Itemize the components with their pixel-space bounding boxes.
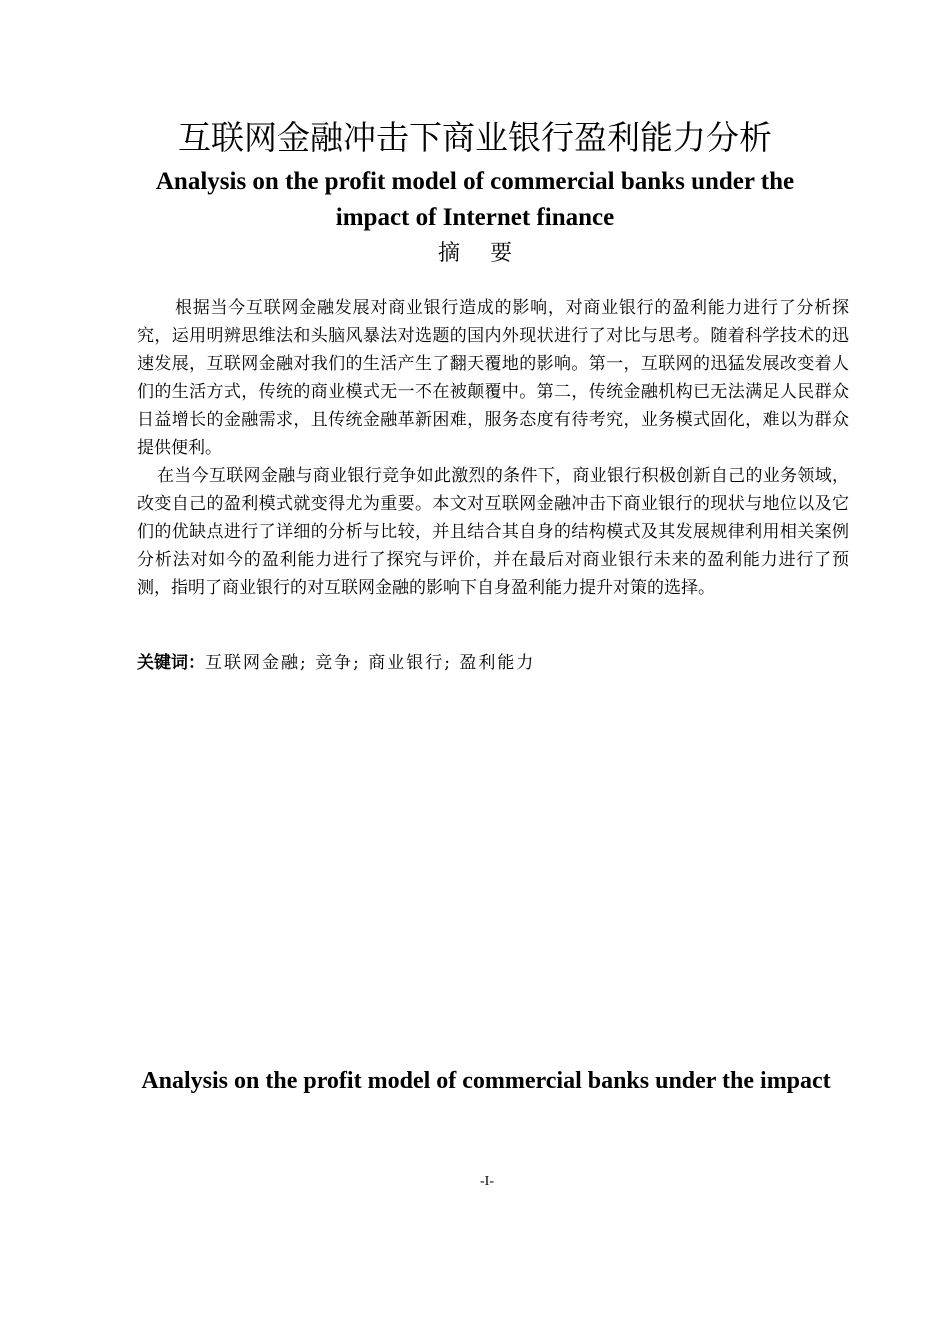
keywords-label: 关键词： <box>137 653 205 673</box>
keywords-line <box>137 649 849 677</box>
abstract-body <box>137 294 849 602</box>
english-title: Analysis on the profit model of commercial banks under the impact of Internet finance <box>155 168 795 231</box>
abstract-paragraph: 根据当今互联网金融发展对商业银行造成的影响，对商业银行的盈利能力进行了分析探究，运用明辨思维法和头脑风暴法对选题的国内外现状进行了对比与思考。随着科学技术的迅速发展，互联网金融对我们的生活产生了翻天覆地的影响。第一，互联网的迅猛发展改变着人们的生活方式，传统的商业模式无一不在被颠覆中。第二，传统金融机构已无法满足人民群众日益增长的金融需求，且传统金融革新困难，服务态度有待考究，业务模式固化，难以为群众提供便利。 <box>137 298 849 458</box>
english-title-repeat: Analysis on the profit model of commercial banks under the impact <box>141 1068 831 1094</box>
keywords-list: 互联网金融; 竞争; 商业银行; 盈利能力 <box>205 653 536 673</box>
chinese-title: 互联网金融冲击下商业银行盈利能力分析 <box>178 118 772 157</box>
abstract-heading: 摘要 <box>437 241 542 266</box>
page-number: -I- <box>480 1174 494 1189</box>
abstract-paragraph: 在当今互联网金融与商业银行竞争如此激烈的条件下，商业银行积极创新自己的业务领域，改变自己的盈利模式就变得尤为重要。本文对互联网金融冲击下商业银行的现状与地位以及它们的优缺点进行了详细的分析与比较，并且结合其自身的结构模式及其发展规律利用相关案例分析法对如今的盈利能力进行了探究与评价，并在最后对商业银行未来的盈利能力进行了预测，指明了商业银行的对互联网金融的影响下自身盈利能力提升对策的选择。 <box>137 466 849 598</box>
